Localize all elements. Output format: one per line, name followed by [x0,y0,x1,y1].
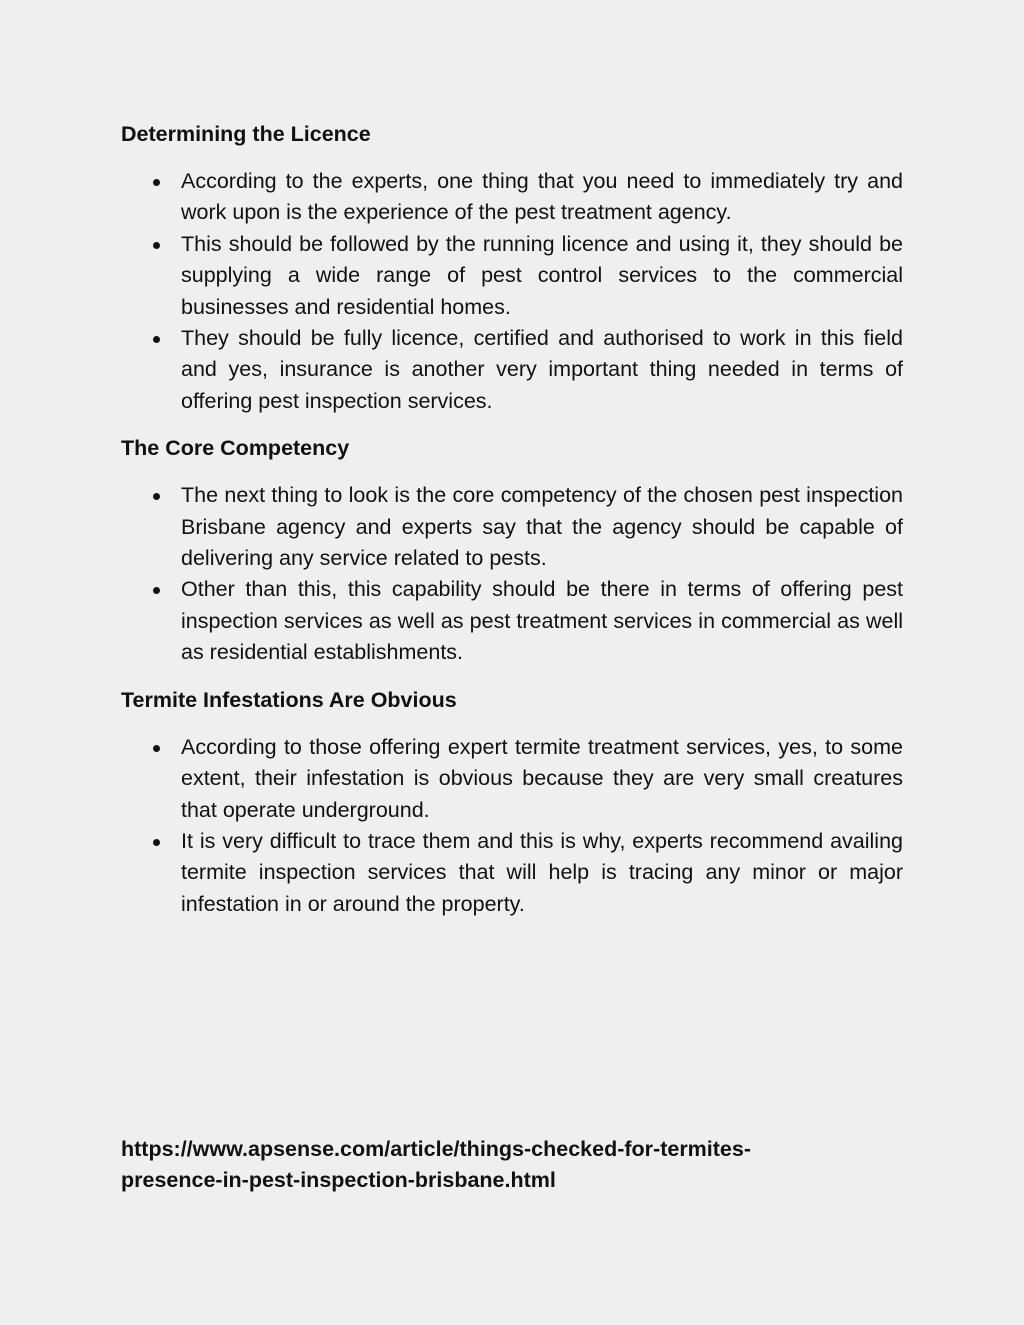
bullet-list-core-competency [121,480,903,668]
list-item-text: The next thing to look is the core competency of the chosen pest inspection Brisbane agency and experts say that the agency should be capable of delivering any service related to pests. [181,483,903,571]
list-item [121,166,903,229]
bullet-icon [153,179,160,186]
bullet-list-termite-infestations [121,732,903,920]
section-heading-termite-infestations: Termite Infestations Are Obvious [121,687,457,712]
list-item-text: It is very difficult to trace them and this is why, experts recommend availing termite inspection services that will help is tracing any minor or major infestation in or around the property. [181,828,903,916]
source-link-line-1[interactable]: https://www.apsense.com/article/things-checked-for-termites- [121,1137,752,1161]
list-item-text: According to the experts, one thing that you need to immediately try and work upon is the experience of the pest treatment agency. [181,169,903,225]
list-item-text: According to those offering expert termite treatment services, yes, to some extent, their infestation is obvious because they are very small creatures that operate underground. [181,734,903,822]
bullet-icon [153,587,160,594]
list-item [121,323,903,417]
bullet-icon [153,839,160,846]
article-body [121,119,903,936]
list-item [121,229,903,323]
list-item-text: This should be followed by the running licence and using it, they should be supplying a wide range of pest control services to the commercial businesses and residential homes. [181,231,903,319]
section-heading-licence: Determining the Licence [121,122,371,146]
bullet-list-licence [121,166,903,417]
section-heading-core-competency: The Core Competency [121,436,350,461]
bullet-icon [153,242,160,249]
source-link-line-2[interactable]: presence-in-pest-inspection-brisbane.html [121,1168,556,1192]
list-item-text: They should be fully licence, certified and authorised to work in this field and yes, insurance is another very important thing needed in terms of offering pest inspection services. [181,326,903,413]
list-item [121,480,903,574]
list-item-text: Other than this, this capability should be there in terms of offering pest inspection services as well as pest treatment services in commercial as well as residential establishments. [181,577,903,665]
bullet-icon [153,336,160,343]
bullet-icon [153,745,160,752]
source-link[interactable] [121,1134,881,1196]
list-item [121,574,903,668]
list-item [121,732,903,826]
bullet-icon [153,493,160,500]
list-item [121,826,903,920]
